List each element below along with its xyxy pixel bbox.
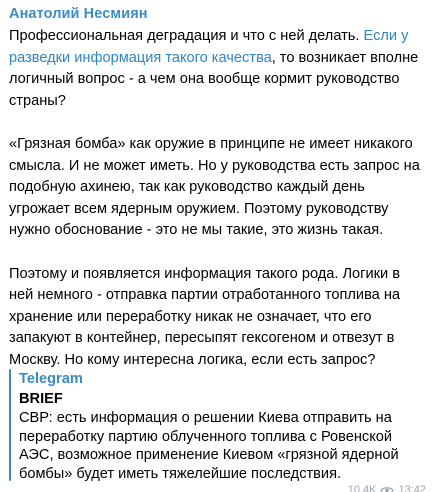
paragraph-spacer: [9, 112, 424, 134]
paragraph-spacer: [9, 242, 424, 264]
eye-icon: [380, 486, 394, 492]
message-time: 13:42: [398, 484, 426, 492]
message-body: [9, 26, 424, 372]
message-paragraph-1: [9, 26, 423, 112]
paragraph-1-text-end: , то возникает вполне логичный вопрос - а чем она вообще кормит руководство страны?: [9, 49, 419, 109]
view-count: 10.4K: [347, 484, 377, 492]
message-paragraph-2: «Грязная бомба» как оружие в принципе не имеет никакого смысла. И не может иметь. Но у руководства есть запрос на подобную ахинею, так как руководство каждый день угрожает всем ядерным оружием. Поэтому руководству нужно обоснование - это не мы такие, это жизнь такая.: [9, 135, 420, 239]
intelligence-link[interactable]: Если у разведки информация такого качества: [9, 28, 409, 66]
message-paragraph-3: Поэтому и появляется информация такого рода. Логики в ней немного - отправка партии отработанного топлива на хранение или переработку никак не означает, что его запакуют в контейнер, пересыпят гексогеном и отвезут в Москву. Но кому интересна логика, если есть запрос?: [9, 265, 401, 368]
paragraph-1-text-start: Профессиональная деградация и что с ней делать.: [9, 28, 364, 44]
message-author[interactable]: Анатолий Несмиян: [9, 6, 148, 22]
preview-accent-bar: [9, 369, 11, 481]
preview-description: СВР: есть информация о решении Киева отправить на переработку партию облученного топлива с Ровенской АЭС, возможное применение Киевом «грязной ядерной бомбы» будет иметь тяжелейшие последствия.: [19, 410, 399, 482]
link-preview[interactable]: [9, 369, 427, 483]
preview-site-name: Telegram: [19, 371, 83, 387]
message-meta: [348, 484, 426, 492]
preview-title: BRIEF: [19, 391, 63, 407]
